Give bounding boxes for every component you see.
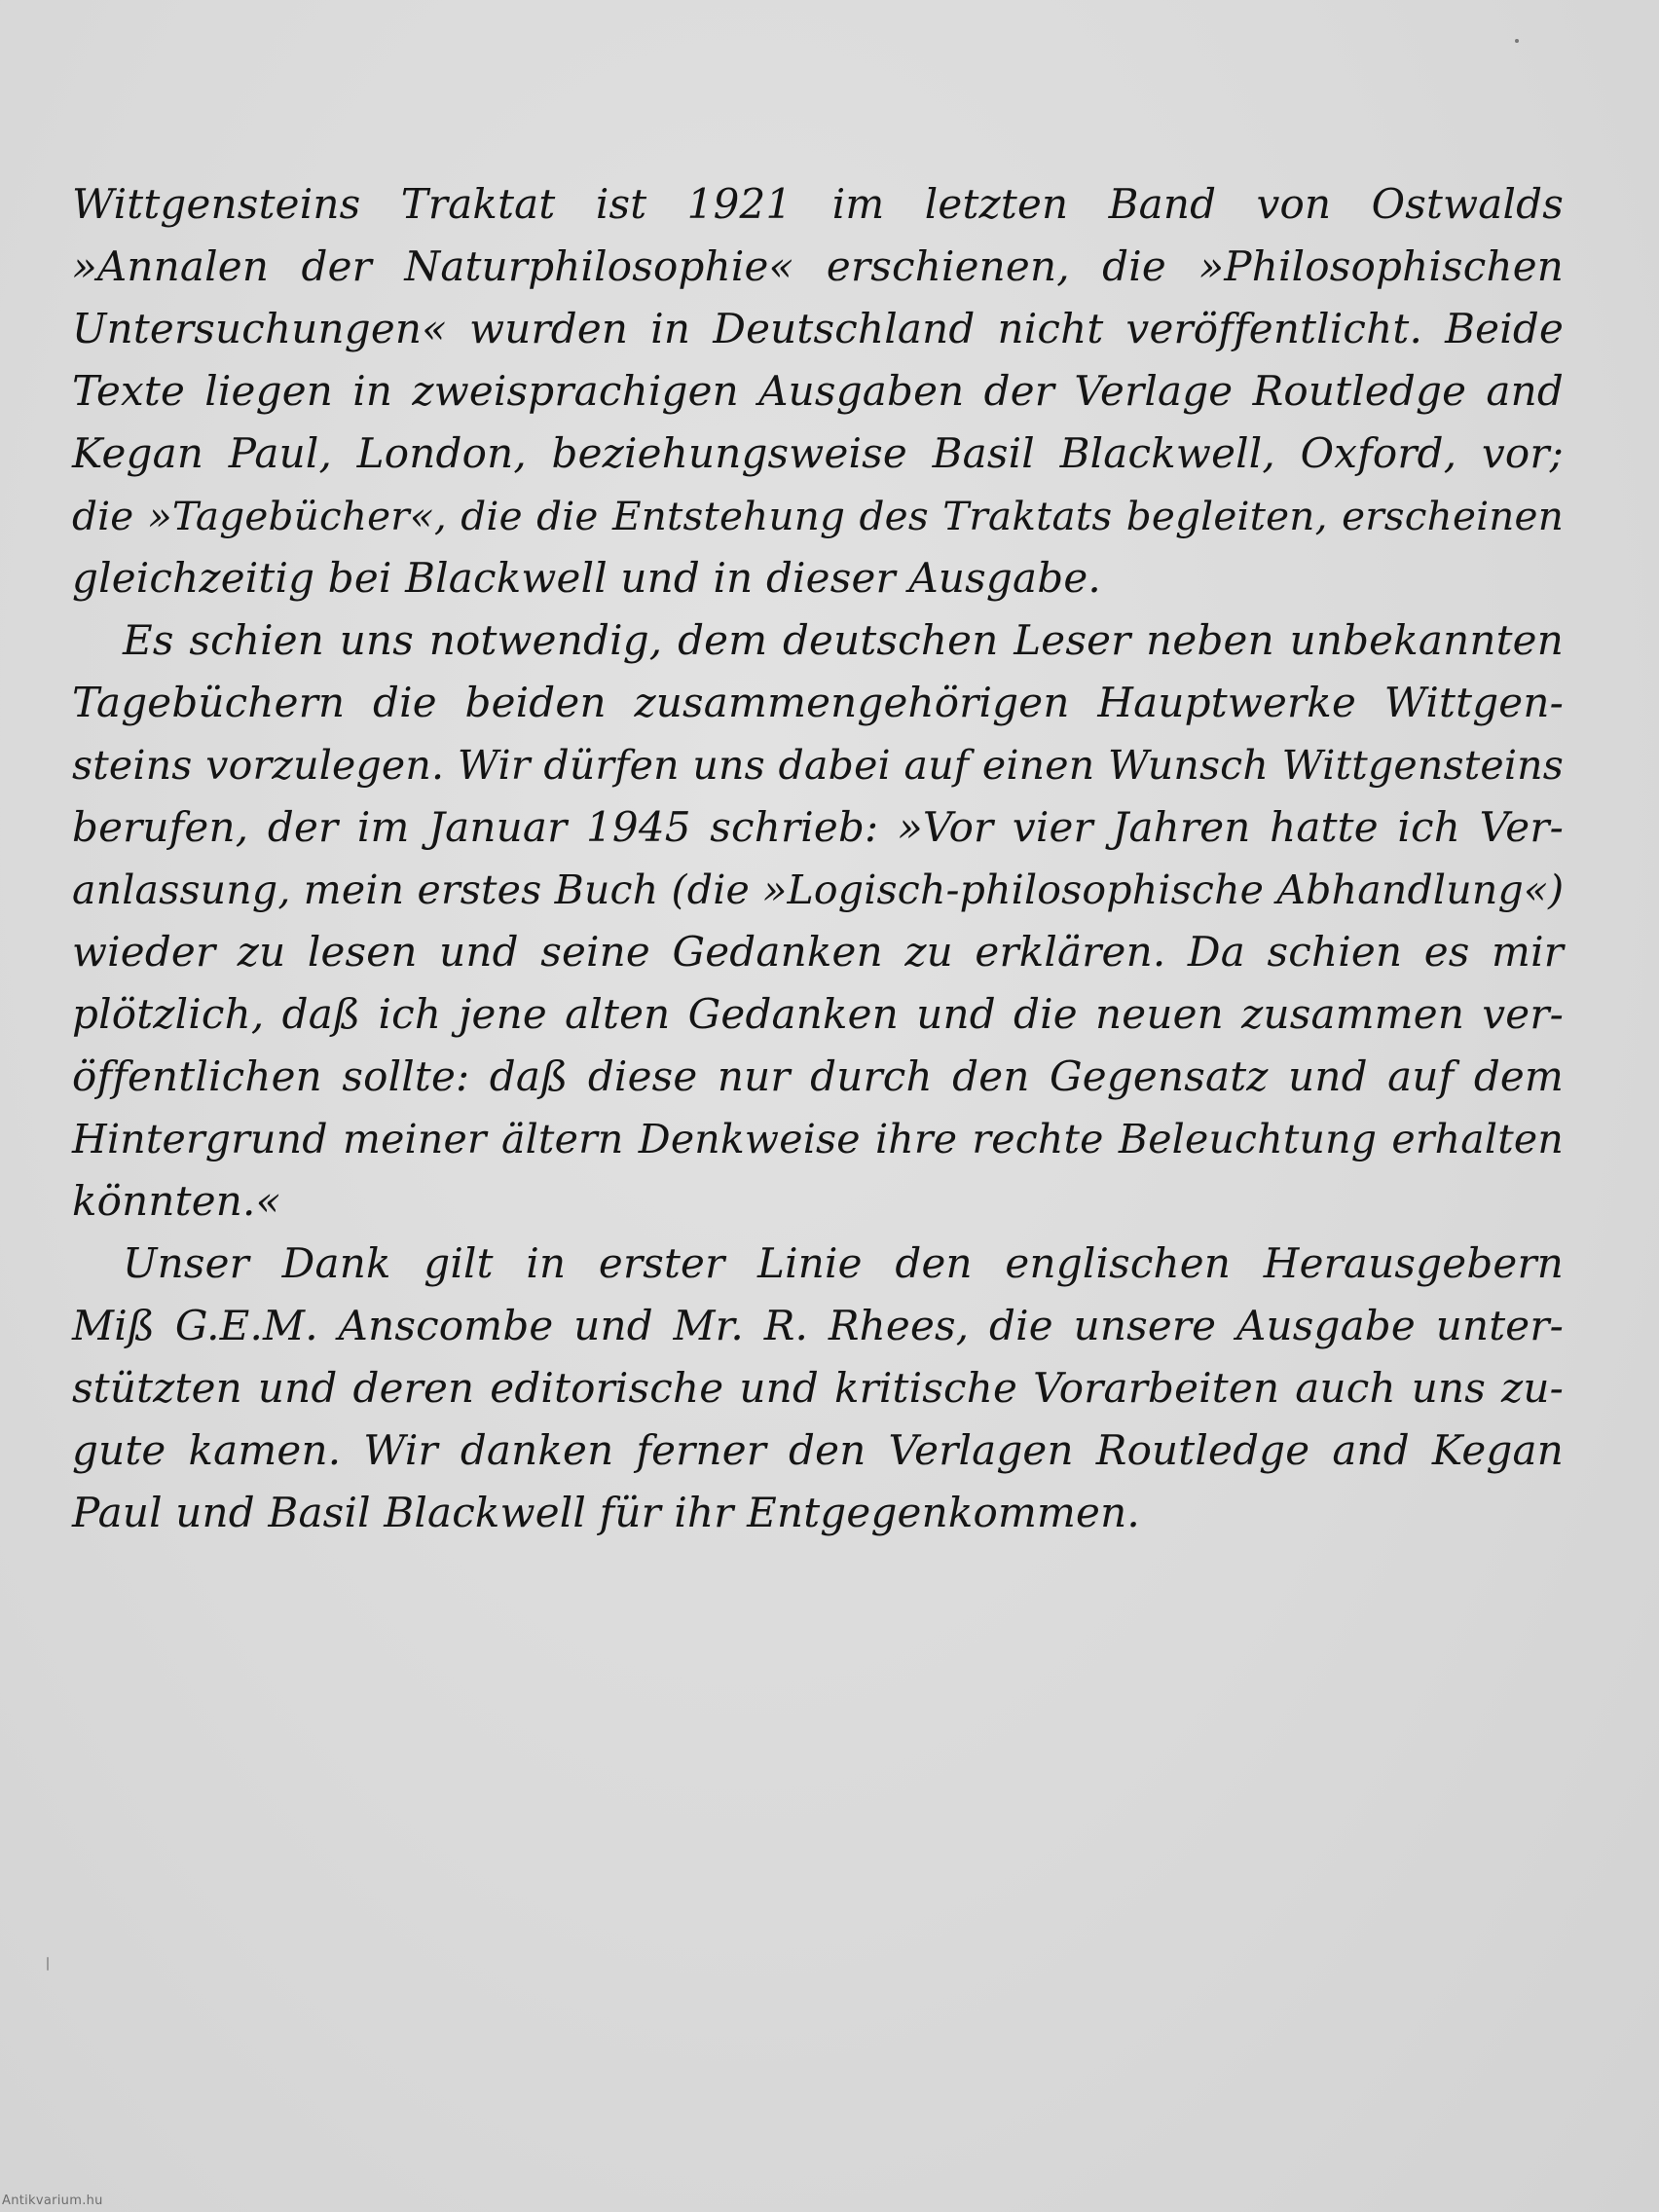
text-line: die »Tagebücher«, die die Entstehung des Traktats begleiten, erscheinen [72, 493, 1564, 539]
text-line: berufen, der im Januar 1945 schrieb: »Vor vier Jahren hatte ich Ver- [72, 803, 1564, 851]
text-line: »Annalen der Naturphilosophie« erschienen, die »Philosophischen [72, 242, 1564, 290]
paper-speck [47, 1957, 49, 1971]
body-text [72, 173, 1564, 1544]
watermark: Antikvarium.hu [2, 2194, 103, 2208]
paragraph-1 [72, 173, 1564, 609]
paragraph-2 [72, 609, 1564, 1233]
text-line: Untersuchungen« wurden in Deutschland nicht veröffentlicht. Beide [72, 305, 1564, 352]
text-line: wieder zu lesen und seine Gedanken zu erklären. Da schien es mir [72, 928, 1564, 976]
text-line: öffentlichen sollte: daß diese nur durch den Gegensatz und auf dem [72, 1052, 1564, 1100]
text-line: anlassung, mein erstes Buch (die »Logisch-philosophische Abhandlung«) [72, 866, 1565, 913]
text-line: Kegan Paul, London, beziehungsweise Basil Blackwell, Oxford, vor; [72, 429, 1564, 477]
text-line: gleichzeitig bei Blackwell und in dieser Ausgabe. [72, 554, 1101, 602]
text-line: Es schien uns notwendig, dem deutschen Leser neben unbekannten [123, 616, 1564, 664]
text-line: stützten und deren editorische und kritische Vorarbeiten auch uns zu- [72, 1364, 1564, 1412]
text-line: Paul und Basil Blackwell für ihr Entgegenkommen. [72, 1489, 1140, 1536]
text-line: Unser Dank gilt in erster Linie den englischen Herausgebern [123, 1239, 1564, 1287]
text-line: Hintergrund meiner ältern Denkweise ihre rechte Beleuchtung erhalten [72, 1116, 1564, 1162]
text-line: Texte liegen in zweisprachigen Ausgaben der Verlage Routledge and [72, 367, 1564, 415]
text-line: Tagebüchern die beiden zusammengehörigen Hauptwerke Wittgen- [72, 679, 1564, 726]
text-line: Wittgensteins Traktat ist 1921 im letzten Band von Ostwalds [72, 180, 1564, 228]
text-line: gute kamen. Wir danken ferner den Verlagen Routledge and Kegan [72, 1426, 1564, 1474]
text-line: plötzlich, daß ich jene alten Gedanken und die neuen zusammen ver- [72, 990, 1564, 1038]
text-line: Miß G.E.M. Anscombe und Mr. R. Rhees, die unsere Ausgabe unter- [72, 1302, 1564, 1349]
text-line: könnten.« [72, 1177, 281, 1225]
text-line: steins vorzulegen. Wir dürfen uns dabei auf einen Wunsch Wittgensteins [72, 742, 1564, 789]
paragraph-3 [72, 1233, 1564, 1544]
paper-speck [1515, 39, 1519, 43]
